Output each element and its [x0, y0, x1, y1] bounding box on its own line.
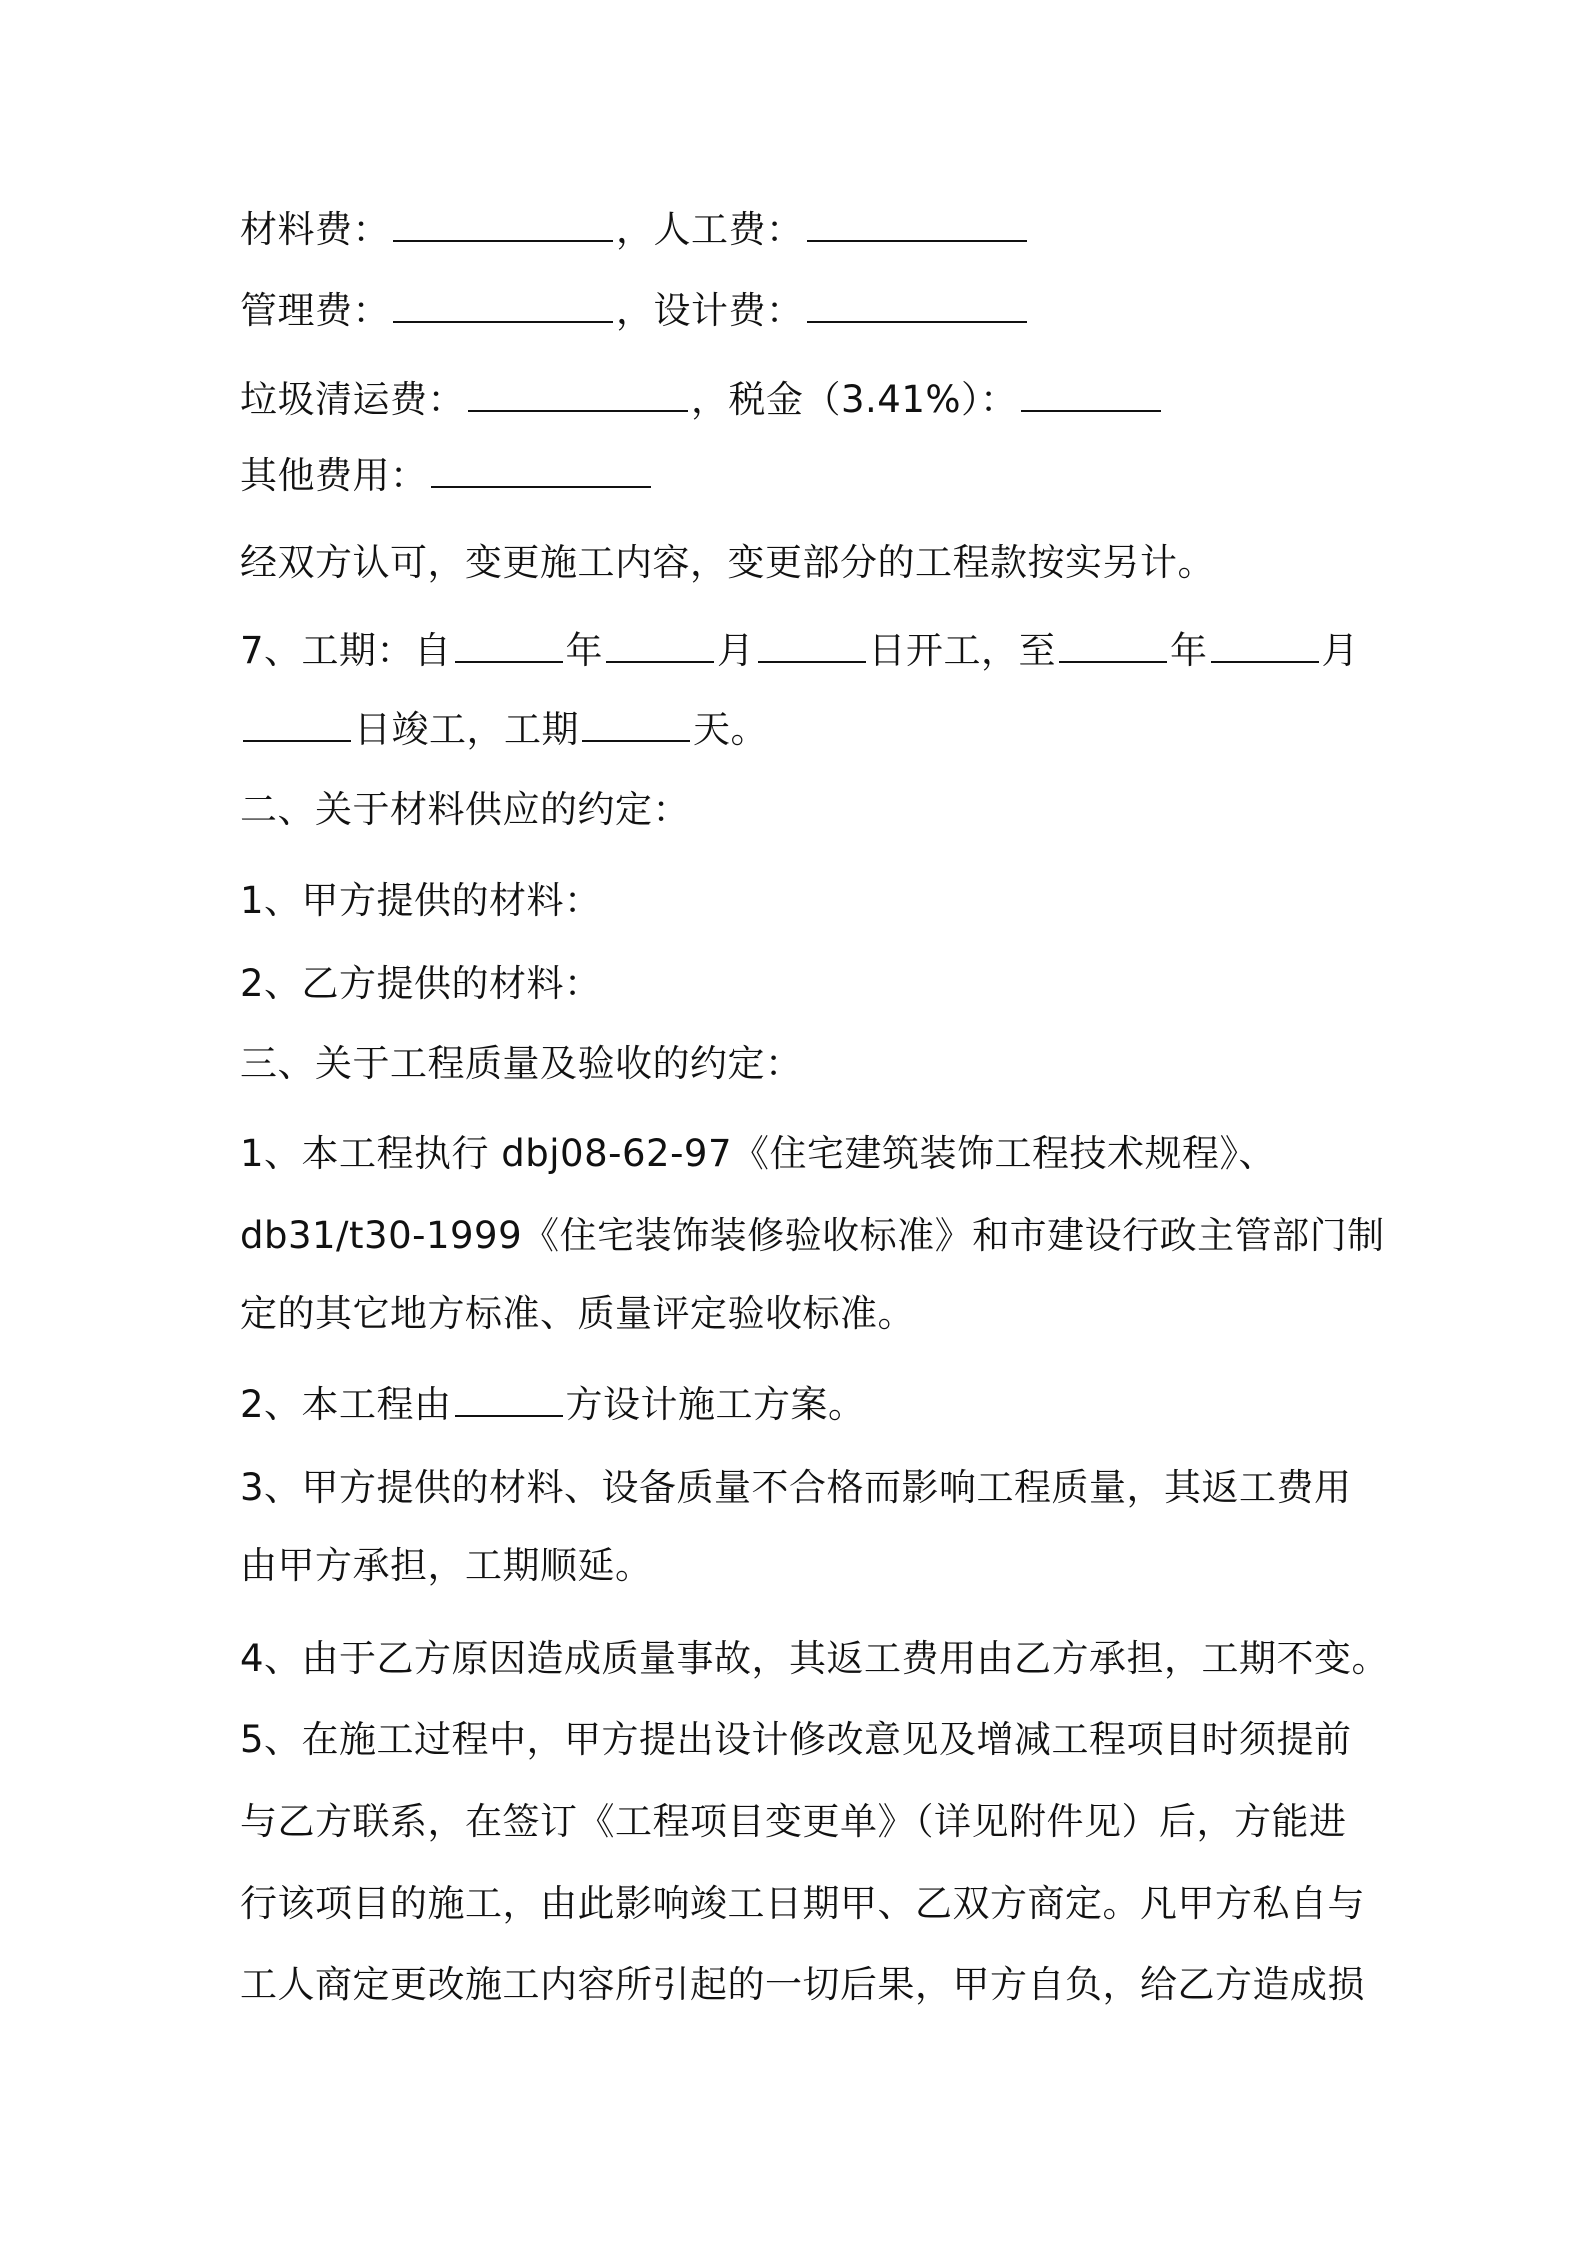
design-fee-blank — [807, 287, 1027, 323]
start-month-blank — [606, 627, 714, 663]
fee-line-management-design — [240, 287, 1030, 335]
month-unit: 月 — [1321, 629, 1360, 672]
tax-blank — [1021, 376, 1161, 412]
section3-heading: 三、关于工程质量及验收的约定： — [240, 1042, 803, 1085]
management-fee-blank — [393, 287, 613, 323]
month-unit: 月 — [717, 629, 755, 672]
section3-item4: 4、由于乙方原因造成质量事故，其返工费用由乙方承担，工期不变。 — [240, 1637, 1390, 1680]
end-year-blank — [1059, 627, 1167, 663]
year-unit: 年 — [1170, 629, 1208, 672]
end-month-blank — [1211, 627, 1319, 663]
section3-item1-line3: 定的其它地方标准、质量评定验收标准。 — [240, 1292, 915, 1335]
other-fee-blank — [431, 452, 651, 488]
section3-item5-line2: 与乙方联系，在签订《工程项目变更单》（详见附件见）后，方能进 — [240, 1800, 1347, 1843]
tax-label: 税金（3.41%）： — [728, 378, 1018, 421]
section2-item1: 1、甲方提供的材料： — [240, 879, 602, 922]
change-note: 经双方认可，变更施工内容，变更部分的工程款按实另计。 — [240, 541, 1215, 584]
schedule-line-2 — [240, 706, 768, 754]
design-party-blank — [455, 1381, 563, 1417]
schedule-line-1 — [240, 627, 1359, 675]
section3-item1-line1: 1、本工程执行 dbj08-62-97《住宅建筑装饰工程技术规程》、 — [240, 1132, 1276, 1175]
section3-item2 — [240, 1381, 866, 1429]
labor-fee-blank — [807, 206, 1027, 242]
year-unit: 年 — [565, 629, 604, 672]
separator: ， — [691, 378, 729, 421]
section2-heading: 二、关于材料供应的约定： — [240, 788, 690, 831]
section3-item5-line3: 行该项目的施工，由此影响竣工日期甲、乙双方商定。凡甲方私自与 — [240, 1882, 1365, 1925]
end-day-blank — [243, 706, 351, 742]
item2-suffix: 方设计施工方案。 — [565, 1383, 866, 1426]
section3-item5-line1: 5、在施工过程中，甲方提出设计修改意见及增减工程项目时须提前 — [240, 1718, 1352, 1761]
days-unit: 天。 — [693, 708, 768, 751]
garbage-fee-label: 垃圾清运费： — [240, 378, 465, 421]
material-fee-blank — [393, 206, 613, 242]
material-fee-label: 材料费： — [240, 208, 390, 251]
start-day-blank — [758, 627, 866, 663]
fee-line-other — [240, 452, 654, 500]
section3-item1-line2: db31/t30-1999《住宅装饰装修验收标准》和市建设行政主管部门制 — [240, 1214, 1385, 1257]
schedule-prefix: 7、工期：自 — [240, 629, 452, 672]
section2-item2: 2、乙方提供的材料： — [240, 962, 602, 1005]
section3-item5-line4: 工人商定更改施工内容所引起的一切后果，甲方自负，给乙方造成损 — [240, 1963, 1365, 2006]
item2-prefix: 2、本工程由 — [240, 1383, 452, 1426]
start-year-blank — [455, 627, 563, 663]
labor-fee-label: 人工费： — [653, 208, 804, 251]
end-text: 日竣工，工期 — [354, 708, 579, 751]
management-fee-label: 管理费： — [240, 289, 390, 332]
duration-blank — [582, 706, 690, 742]
section3-item3-line1: 3、甲方提供的材料、设备质量不合格而影响工程质量，其返工费用 — [240, 1466, 1352, 1509]
separator: ， — [616, 289, 654, 332]
fee-line-garbage-tax — [240, 376, 1164, 424]
design-fee-label: 设计费： — [653, 289, 804, 332]
garbage-fee-blank — [468, 376, 688, 412]
start-text: 日开工，至 — [868, 629, 1057, 672]
section3-item3-line2: 由甲方承担，工期顺延。 — [240, 1544, 653, 1587]
other-fee-label: 其他费用： — [240, 454, 428, 497]
fee-line-material-labor — [240, 206, 1030, 254]
separator: ， — [616, 208, 654, 251]
